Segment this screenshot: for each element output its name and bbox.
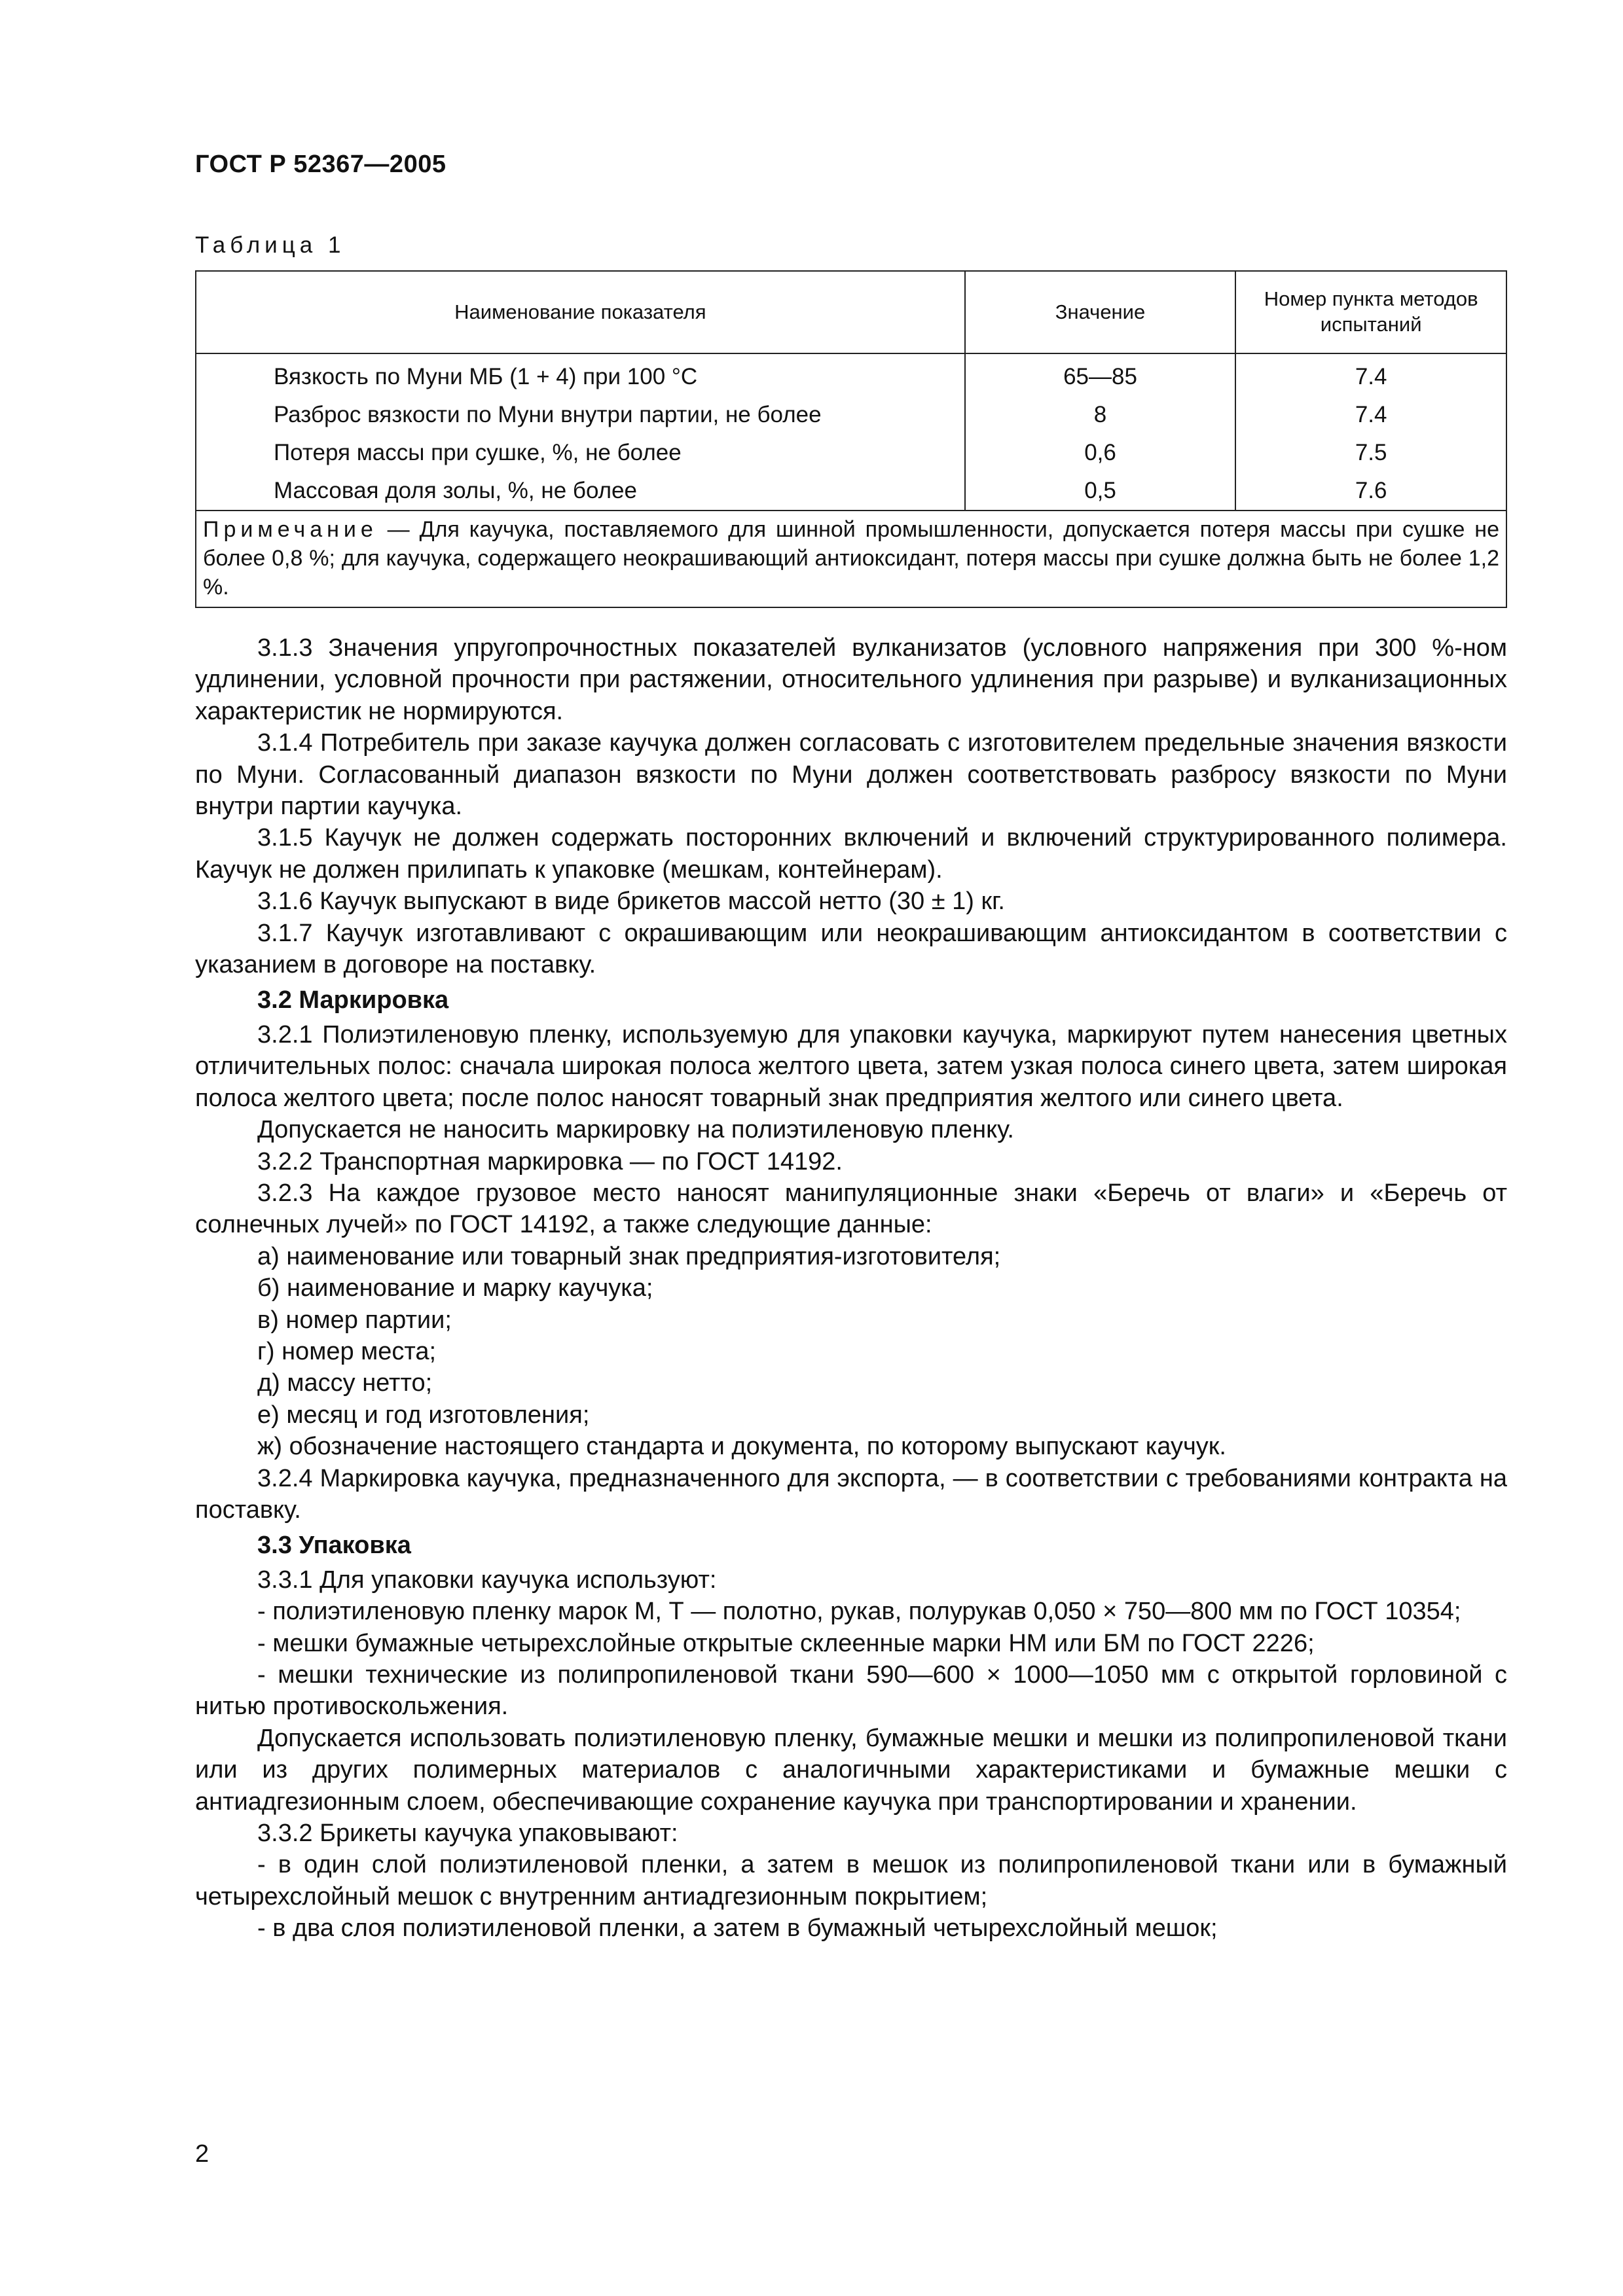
packaging-item-paper-bags: - мешки бумажные четырехслойные открытые склеенные марки НМ или БМ по ГОСТ 2226;: [257, 1629, 1315, 1657]
table-note: [196, 511, 1506, 607]
paragraph-3-2-2: 3.2.2 Транспортная маркировка — по ГОСТ 14192.: [257, 1147, 843, 1175]
paragraph-3-1-4: 3.1.4 Потребитель при заказе каучука должен согласовать с изготовителем предельные значения вязкости по Муни. Согласованный диапазон вязкости по Муни должен соответствовать разбросу вязкости по Муни внутри партии каучука.: [195, 729, 1507, 821]
list-item: б) наименование и марку каучука;: [257, 1274, 653, 1302]
row-method-ref: 7.4: [1235, 353, 1506, 396]
row-name: Вязкость по Муни МБ (1 + 4) при 100 °С: [196, 353, 965, 396]
paragraph-3-2-1: 3.2.1 Полиэтиленовую пленку, используемую для упаковки каучука, маркируют путем нанесения цветных отличительных полос: сначала широкая полоса желтого цвета, затем узкая полоса синего цвета, затем широкая полоса желтого цвета; после полос наносят товарный знак предприятия желтого или синего цвета.: [195, 1020, 1507, 1112]
row-value: 0,6: [965, 434, 1236, 472]
packaging-item-pp-bags: - мешки технические из полипропиленовой ткани 590—600 × 1000—1050 мм с открытой горловиной с нитью противоскольжения.: [195, 1661, 1507, 1721]
packing-item-one-layer: - в один слой полиэтиленовой пленки, а затем в мешок из полипропиленовой ткани или в бумажный четырехслойный мешок с внутренним антиадгезионным покрытием;: [195, 1851, 1507, 1910]
table-row: [196, 434, 1506, 472]
table-row: [196, 396, 1506, 434]
column-header-method: Номер пункта методов испытаний: [1235, 271, 1506, 353]
paragraph-3-3-2: 3.3.2 Брикеты каучука упаковывают:: [257, 1820, 678, 1848]
row-method-ref: 7.4: [1235, 396, 1506, 434]
packaging-item-film: - полиэтиленовую пленку марок М, Т — полотно, рукав, полурукав 0,050 × 750—800 мм по ГОСТ 10354;: [257, 1598, 1461, 1626]
paragraph-3-1-7: 3.1.7 Каучук изготавливают с окрашивающим или неокрашивающим антиоксидантом в соответствии с указанием в договоре на поставку.: [195, 919, 1507, 979]
paragraph-3-1-5: 3.1.5 Каучук не должен содержать посторонних включений и включений структурированного полимера. Каучук не должен прилипать к упаковке (мешкам, контейнерам).: [195, 824, 1507, 884]
document-code: ГОСТ Р 52367—2005: [195, 151, 447, 178]
list-item: а) наименование или товарный знак предприятия-изготовителя;: [257, 1242, 1001, 1270]
paragraph-3-3-1-note: Допускается использовать полиэтиленовую пленку, бумажные мешки и мешки из полипропиленовой ткани или из других полимерных материалов с аналогичными характеристиками и бумажные мешки с антиадгезионным слоем, обеспечивающие сохранение каучука при транспортировании и хранении.: [195, 1724, 1507, 1816]
list-item: г) номер места;: [257, 1337, 437, 1365]
section-heading-packaging: 3.3 Упаковка: [257, 1532, 411, 1560]
row-name: Массовая доля золы, %, не более: [196, 472, 965, 511]
paragraph-3-1-6: 3.1.6 Каучук выпускают в виде брикетов массой нетто (30 ± 1) кг.: [257, 888, 1005, 916]
properties-table: [195, 270, 1507, 608]
paragraph-3-1-3: 3.1.3 Значения упругопрочностных показателей вулканизатов (условного напряжения при 300 %-ном удлинении, условной прочности при растяжении, относительного удлинения при разрыве) и вулканизационных характеристик не нормируются.: [195, 634, 1507, 725]
row-value: 8: [965, 396, 1236, 434]
row-method-ref: 7.6: [1235, 472, 1506, 511]
paragraph-3-3-1: 3.3.1 Для упаковки каучука используют:: [257, 1566, 717, 1594]
row-name: Разброс вязкости по Муни внутри партии, не более: [196, 396, 965, 434]
row-method-ref: 7.5: [1235, 434, 1506, 472]
row-name: Потеря массы при сушке, %, не более: [196, 434, 965, 472]
page-number: 2: [195, 2140, 210, 2168]
paragraph-3-2-4: 3.2.4 Маркировка каучука, предназначенного для экспорта, — в соответствии с требованиями контракта на поставку.: [195, 1464, 1507, 1524]
column-header-name: Наименование показателя: [196, 271, 965, 353]
document-body: [195, 632, 1507, 1945]
list-item: д) массу нетто;: [257, 1369, 433, 1397]
table-note-row: [196, 511, 1506, 607]
note-text: — Для каучука, поставляемого для шинной промышленности, допускается потеря массы при сушке не более 0,8 %; для каучука, содержащего неокрашивающий антиоксидант, потеря массы при сушке должна быть не более 1,2 %.: [203, 517, 1499, 600]
list-item: е) месяц и год изготовления;: [257, 1401, 590, 1429]
packing-item-two-layers: - в два слоя полиэтиленовой пленки, а затем в бумажный четырехслойный мешок;: [257, 1914, 1218, 1943]
list-item: ж) обозначение настоящего стандарта и документа, по которому выпускают каучук.: [257, 1433, 1226, 1461]
note-label: Примечание: [203, 517, 378, 542]
table-row: [196, 353, 1506, 396]
section-heading-marking: 3.2 Маркировка: [257, 986, 449, 1014]
table-row: [196, 472, 1506, 511]
table-header-row: [196, 271, 1506, 353]
list-item: в) номер партии;: [257, 1306, 452, 1334]
table-caption: Таблица 1: [195, 232, 346, 258]
paragraph-3-2-3: 3.2.3 На каждое грузовое место наносят манипуляционные знаки «Беречь от влаги» и «Беречь от солнечных лучей» по ГОСТ 14192, а также следующие данные:: [195, 1179, 1507, 1239]
row-value: 0,5: [965, 472, 1236, 511]
paragraph-3-2-1-note: Допускается не наносить маркировку на полиэтиленовую пленку.: [257, 1116, 1014, 1144]
row-value: 65—85: [965, 353, 1236, 396]
column-header-value: Значение: [965, 271, 1236, 353]
